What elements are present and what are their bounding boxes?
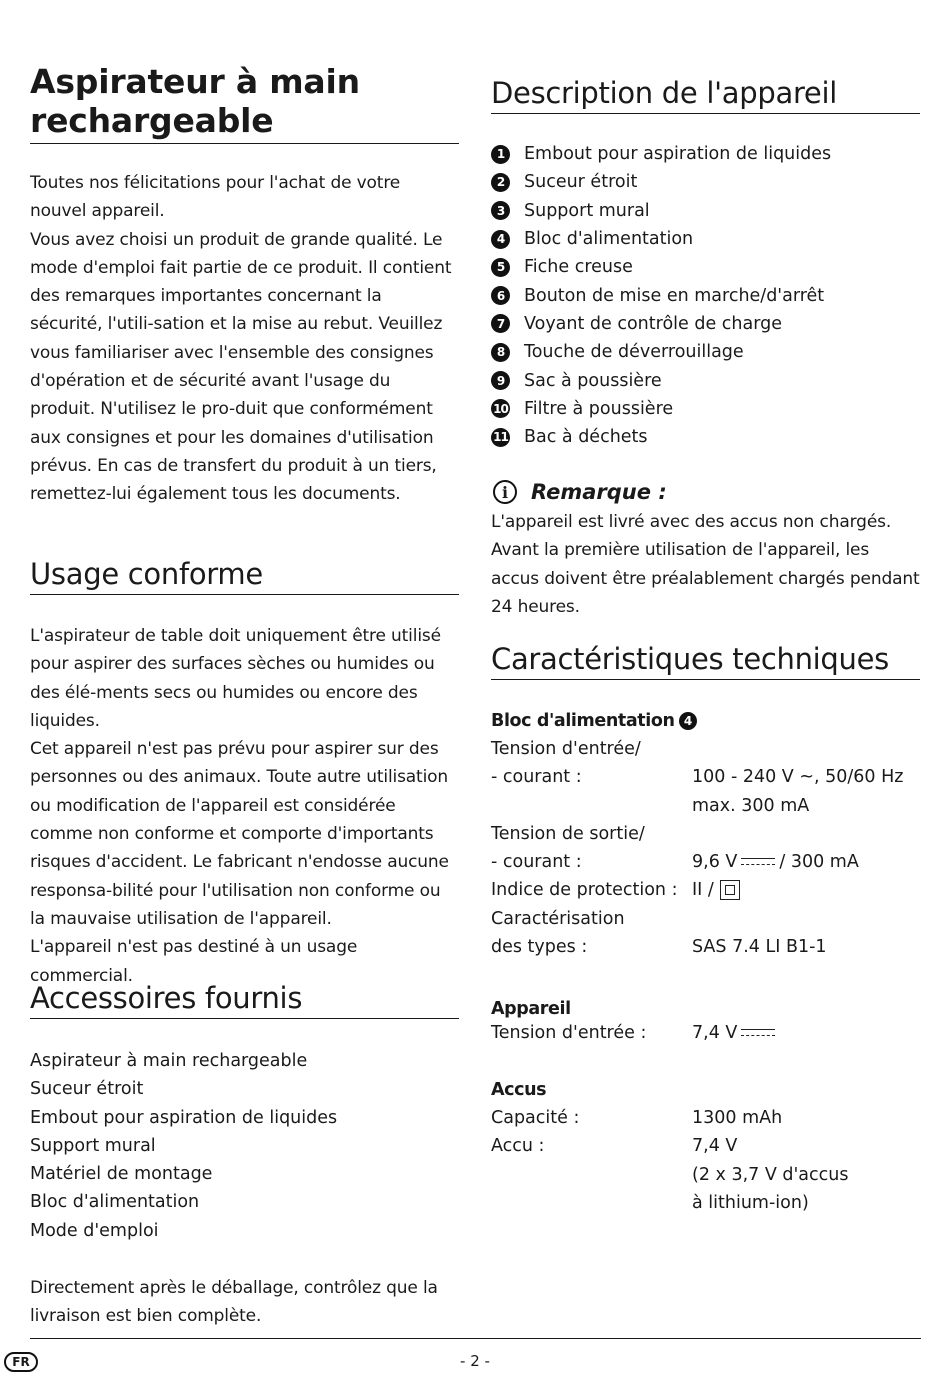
spec-label: - courant :	[491, 852, 582, 873]
part-label: Touche de déverrouillage	[524, 342, 744, 363]
list-item	[491, 423, 920, 451]
specs-accu	[491, 1076, 921, 1217]
intro-text	[30, 169, 459, 509]
spec-label: Tension d'entrée :	[491, 1023, 647, 1043]
title-line-1: Aspirateur à main	[30, 62, 360, 101]
intro-paragraph-1: Toutes nos félicitations pour l'achat de votre nouvel appareil.	[30, 173, 401, 222]
list-item	[491, 338, 920, 366]
spec-row	[491, 1161, 921, 1189]
spec-label: Tension d'entrée/	[491, 739, 641, 759]
usage-paragraph-2: Cet appareil n'est pas prévu pour aspirer sur des personnes ou des animaux. Toute autre utilisation ou modification de l'appareil est considérée comme non conforme et comporte d'importants risques d'accident. Le fabricant n'endosse aucune responsa-bilité pour l'utilisation non conforme ou la mauvaise utilisation de l'appareil.	[30, 739, 449, 929]
spec-value	[692, 848, 921, 876]
list-item: Matériel de montage	[30, 1164, 213, 1185]
protection-class: II /	[692, 880, 714, 901]
list-item: Bloc d'alimentation	[30, 1192, 200, 1213]
spec-label: Capacité :	[491, 1108, 580, 1128]
number-badge-icon: 1	[491, 145, 510, 164]
direct-current-icon	[741, 1028, 775, 1038]
note-title: Remarque :	[531, 480, 667, 504]
spec-value	[692, 1019, 921, 1047]
number-badge-icon: 5	[491, 258, 510, 277]
accessories-heading: Accessoires fournis	[30, 980, 459, 1019]
spec-value: (2 x 3,7 V d'accus	[692, 1164, 849, 1185]
spec-row	[491, 1132, 921, 1160]
part-label: Fiche creuse	[524, 257, 633, 278]
spec-label: Tension de sortie/	[491, 823, 645, 844]
parts-list	[491, 140, 920, 451]
page-title	[30, 62, 459, 144]
number-badge-icon: 10	[491, 399, 510, 418]
intro-paragraph-2: Vous avez choisi un produit de grande qualité. Le mode d'emploi fait partie de ce produit. Il contient des remarques importantes concernant la sécurité, l'utili-sation et la mise au rebut. Veuillez vous familiariser avec l'ensemble des consignes d'opération et de sécurité avant l'usage du produit. N'utilisez le pro-duit que conformément aux consignes et pour les domaines d'utilisation prévus. En cas de transfert du produit à un tiers, remettez-lui également tous les documents.	[30, 229, 452, 505]
list-item	[491, 197, 920, 225]
double-insulation-icon	[720, 880, 740, 900]
direct-current-icon	[741, 857, 775, 867]
title-line-2: rechargeable	[30, 101, 274, 140]
list-item: Suceur étroit	[30, 1079, 144, 1100]
part-label: Bac à déchets	[524, 427, 648, 448]
spec-label: Caractérisation	[491, 908, 625, 929]
accessories-list	[30, 1047, 459, 1245]
list-item	[491, 225, 920, 253]
spec-value: max. 300 mA	[692, 795, 810, 816]
output-current: / 300 mA	[779, 852, 859, 873]
number-badge-icon: 4	[679, 712, 697, 730]
specs-heading: Caractéristiques techniques	[491, 641, 920, 680]
part-label: Embout pour aspiration de liquides	[524, 144, 832, 165]
part-label: Bouton de mise en marche/d'arrêt	[524, 285, 825, 306]
number-badge-icon: 3	[491, 201, 510, 220]
spec-row	[491, 1189, 921, 1217]
spec-value: 7,4 V	[692, 1136, 738, 1157]
spec-row	[491, 763, 921, 791]
list-item	[491, 281, 920, 309]
language-badge: FR	[4, 1352, 38, 1372]
usage-paragraph-3: L'appareil n'est pas destiné à un usage commercial.	[30, 937, 358, 986]
list-item: Mode d'emploi	[30, 1220, 159, 1241]
device-voltage: 7,4 V	[692, 1023, 738, 1043]
specs-psu	[491, 707, 921, 961]
part-label: Suceur étroit	[524, 172, 638, 193]
spec-row	[491, 735, 921, 763]
list-item	[491, 366, 920, 394]
usage-text	[30, 622, 459, 990]
note-heading	[493, 480, 667, 504]
part-label: Support mural	[524, 200, 650, 221]
list-item	[491, 168, 920, 196]
part-label: Voyant de contrôle de charge	[524, 313, 782, 334]
device-heading: Appareil	[491, 999, 571, 1019]
description-heading: Description de l'appareil	[491, 75, 920, 114]
spec-row	[491, 1019, 921, 1047]
spec-value: 100 - 240 V ~, 50/60 Hz	[692, 767, 904, 788]
spec-label: - courant :	[491, 767, 582, 788]
spec-row	[491, 1104, 921, 1132]
spec-row	[491, 876, 921, 904]
list-item	[491, 310, 920, 338]
spec-row	[491, 792, 921, 820]
closing-paragraph: Directement après le déballage, contrôlez que la livraison est bien complète.	[30, 1278, 438, 1327]
number-badge-icon: 6	[491, 286, 510, 305]
spec-row	[491, 905, 921, 933]
part-label: Sac à poussière	[524, 370, 662, 391]
spec-value	[692, 876, 921, 904]
list-item: Aspirateur à main rechargeable	[30, 1051, 308, 1071]
spec-label: Accu :	[491, 1136, 545, 1157]
number-badge-icon: 8	[491, 343, 510, 362]
usage-paragraph-1: L'aspirateur de table doit uniquement être utilisé pour aspirer des surfaces sèches ou humides ou des élé-ments secs ou humides ou encore des liquides.	[30, 626, 441, 731]
specs-device	[491, 995, 921, 1047]
psu-heading-label: Bloc d'alimentation	[491, 711, 675, 731]
closing-text	[30, 1274, 459, 1331]
spec-row	[491, 820, 921, 848]
number-badge-icon: 4	[491, 230, 510, 249]
psu-heading	[491, 707, 921, 735]
spec-label: Indice de protection :	[491, 880, 678, 901]
output-voltage: 9,6 V	[692, 852, 738, 873]
spec-row	[491, 933, 921, 961]
part-label: Bloc d'alimentation	[524, 229, 694, 250]
spec-value: 1300 mAh	[692, 1108, 783, 1128]
spec-label: des types :	[491, 937, 588, 958]
spec-value: SAS 7.4 LI B1-1	[692, 937, 827, 958]
number-badge-icon: 11	[491, 428, 510, 447]
spec-value: à lithium-ion)	[692, 1192, 809, 1213]
list-item	[491, 395, 920, 423]
note-paragraph: L'appareil est livré avec des accus non chargés. Avant la première utilisation de l'appareil, les accus doivent être préalablement chargés pendant 24 heures.	[491, 512, 920, 617]
footer-divider	[30, 1338, 921, 1339]
spec-row	[491, 848, 921, 876]
note-text	[491, 508, 921, 621]
list-item: Embout pour aspiration de liquides	[30, 1107, 338, 1128]
part-label: Filtre à poussière	[524, 398, 674, 419]
page-number: - 2 -	[460, 1352, 490, 1370]
number-badge-icon: 9	[491, 371, 510, 390]
number-badge-icon: 2	[491, 173, 510, 192]
list-item	[491, 140, 920, 168]
info-icon: i	[493, 480, 517, 504]
list-item: Support mural	[30, 1135, 156, 1156]
list-item	[491, 253, 920, 281]
usage-heading: Usage conforme	[30, 556, 459, 595]
accu-heading: Accus	[491, 1080, 547, 1100]
number-badge-icon: 7	[491, 314, 510, 333]
